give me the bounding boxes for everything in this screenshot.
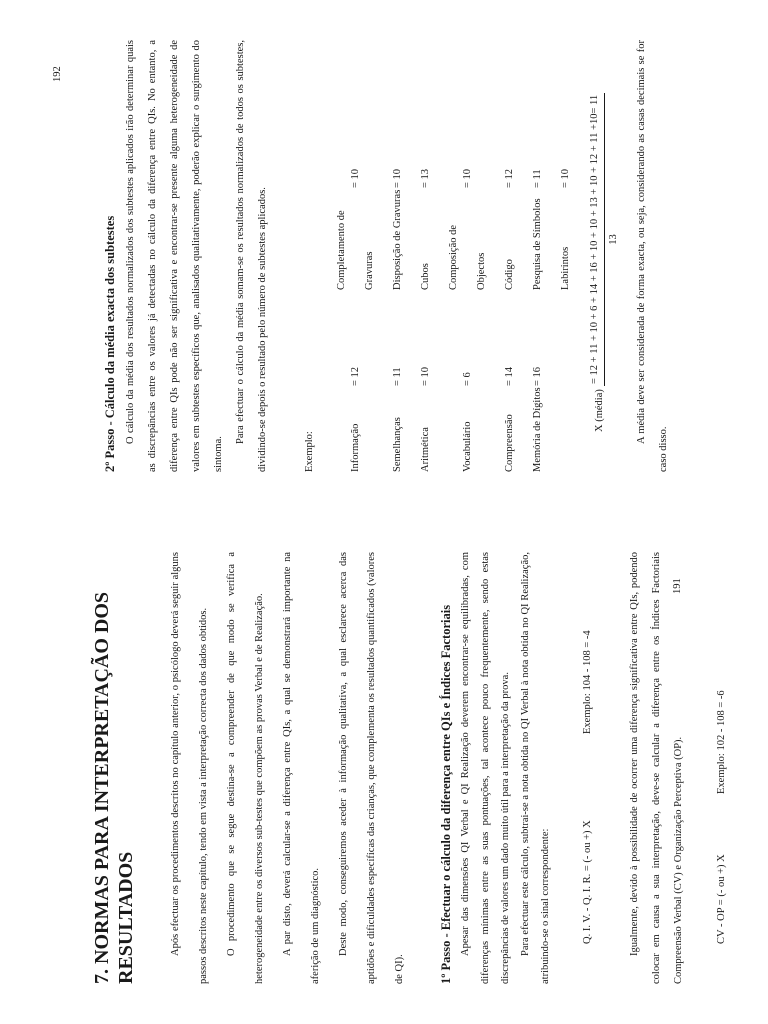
step1-heading: 1º Passo - Efectuar o cálculo da diferença entre QIs e Índices Factoriais bbox=[439, 604, 453, 984]
intro-paragraph-2: O procedimento que se segue destina-se a compreender de que modo se verifica a heterogeneidade entre os diversos sub-testes que compõem as provas Verbal e de Realização. bbox=[226, 552, 265, 984]
subtest-value-verbal: = 6 bbox=[462, 372, 473, 386]
step1-paragraph-3: Igualmente, devido à possibilidade de ocorrer uma diferença significativa entre QIs, podendo colocar em causa a sua interpretação, deve-se calcular a diferença entre os Índices Factoriais Compreensão Verbal (CV) e Organização Perceptiva (OP). bbox=[629, 552, 684, 984]
subtest-name-verbal: Aritmética bbox=[420, 427, 431, 472]
subtest-value-performance: = 10 bbox=[462, 168, 473, 188]
subtest-value-performance: = 13 bbox=[420, 168, 431, 188]
formula-cv-op bbox=[708, 552, 736, 984]
subtest-name-verbal: Semelhanças bbox=[392, 417, 403, 472]
subtest-value-verbal: = 10 bbox=[420, 366, 431, 386]
intro-paragraph-4: Deste modo, conseguiremos aceder à informação qualitativa, a qual esclarece acerca das aptidões e dificuldades específicas das crianças, que complementa os resultados quantificados (valores de QI). bbox=[338, 552, 405, 984]
subtest-value-verbal bbox=[552, 290, 580, 386]
score-row bbox=[524, 148, 552, 472]
formula-qi-text: Q. I. V. - Q. I. R. = (- ou +) X bbox=[582, 820, 593, 944]
subtest-name-performance: Disposição de Gravuras bbox=[392, 189, 403, 290]
subtest-name-performance: Labirintos bbox=[560, 246, 571, 290]
subtest-name-verbal bbox=[552, 386, 580, 472]
subtest-name-verbal: Memória de Dígitos bbox=[532, 387, 543, 472]
intro-paragraph-3: A par disto, deverá calcular-se a diferença entre QIs, a qual se demonstrará importante na aferição de um diagnóstico. bbox=[282, 552, 321, 984]
score-row bbox=[440, 148, 496, 472]
score-row bbox=[552, 148, 580, 472]
subtest-scores-table bbox=[328, 148, 580, 472]
subtest-name-verbal: Informação bbox=[350, 423, 361, 472]
left-page-content bbox=[90, 552, 736, 984]
step1-paragraph-2: Para efectuar este cálculo, subtrai-se a nota obtida no QI Verbal à nota obtida no QI Realização, atribuindo-se o sinal correspondente: bbox=[520, 552, 551, 984]
chapter-title: 7. NORMAS PARA INTERPRETAÇÃO DOS RESULTADOS bbox=[91, 591, 137, 984]
example-label: Exemplo: bbox=[304, 431, 315, 472]
subtest-value-performance: = 10 bbox=[560, 168, 571, 188]
subtest-value-performance: = 10 bbox=[350, 168, 361, 188]
formula-cv-op-text: CV - OP = (- ou +) X bbox=[716, 854, 727, 944]
subtest-value-performance: = 11 bbox=[532, 169, 543, 188]
final-paragraph: A média deve ser considerada de forma exacta, ou seja, considerando as casas decimais se for caso disso. bbox=[636, 40, 669, 472]
subtest-name-performance: Completamento de Gravuras bbox=[336, 210, 375, 290]
formula-qi-example: Exemplo: 104 - 108 = -4 bbox=[582, 630, 593, 734]
subtest-name-performance: Cubos bbox=[420, 263, 431, 290]
subtest-name-performance: Pesquisa de Símbolos bbox=[532, 198, 543, 290]
page-number-left: 191 bbox=[672, 578, 683, 594]
mean-fraction bbox=[586, 93, 623, 386]
subtest-value-verbal: = 16 bbox=[532, 366, 543, 386]
step2-heading: 2º Passo - Cálculo da média exacta dos subtestes bbox=[103, 215, 117, 472]
left-page bbox=[0, 512, 768, 1024]
score-row bbox=[496, 148, 524, 472]
page-number-right: 192 bbox=[52, 66, 63, 82]
formula-qi bbox=[574, 552, 602, 984]
mean-label: X (média) bbox=[594, 389, 605, 432]
mean-denominator: 13 bbox=[608, 234, 619, 245]
subtest-value-performance: = 12 bbox=[504, 168, 515, 188]
step1-paragraph-1: Apesar das dimensões QI Verbal e QI Realização deverem encontrar-se equilibradas, com diferenças mínimas entre as suas pontuações, tal acontece pouco frequentemente, sendo estas discrepâncias de valores um dado muito útil para a interpretação da prova. bbox=[460, 552, 511, 984]
mean-numerator: = 12 + 11 + 10 + 6 + 14 + 16 + 10 + 10 + 13 + 10 + 12 + 11 +10= 11 bbox=[586, 93, 605, 386]
subtest-name-verbal: Compreensão bbox=[504, 414, 515, 472]
subtest-name-performance: Código bbox=[504, 259, 515, 290]
score-row bbox=[412, 148, 440, 472]
subtest-value-verbal: = 11 bbox=[392, 367, 403, 386]
subtest-value-verbal: = 12 bbox=[350, 366, 361, 386]
subtest-value-performance: = 10 bbox=[392, 168, 403, 188]
step2-paragraph-1: O cálculo da média dos resultados normalizados dos subtestes aplicados irão determinar quais as discrepâncias entre os valores já detectadas no cálculo da diferença entre QIs. No entanto, a diferença entre QIs pode não ser significativa e encontrar-se presente alguma heterogeneidade de valores em subtestes específicos que, analisados qualitativamente, poderão explicar o surgimento do sintoma. bbox=[125, 40, 224, 472]
intro-paragraph-1: Após efectuar os procedimentos descritos no capítulo anterior, o psicólogo deverá seguir alguns passos descritos neste capítulo, tendo em vista a interpretação correcta dos dados obtidos. bbox=[170, 552, 209, 984]
score-row bbox=[328, 148, 384, 472]
mean-formula bbox=[586, 40, 623, 472]
formula-cv-op-example: Exemplo: 102 - 108 = -6 bbox=[716, 690, 727, 794]
subtest-value-verbal: = 14 bbox=[504, 366, 515, 386]
right-page-content bbox=[100, 40, 675, 472]
step2-paragraph-2: Para efectuar o cálculo da média somam-se os resultados normalizados de todos os subtestes, dividindo-se depois o resultado pelo número de subtestes aplicados. bbox=[235, 40, 268, 472]
subtest-name-performance: Composição de Objectos bbox=[448, 224, 487, 290]
spacer bbox=[602, 552, 624, 984]
score-row bbox=[384, 148, 412, 472]
subtest-name-verbal: Vocabulário bbox=[462, 421, 473, 472]
spacer bbox=[414, 552, 436, 984]
spacer bbox=[274, 40, 296, 472]
